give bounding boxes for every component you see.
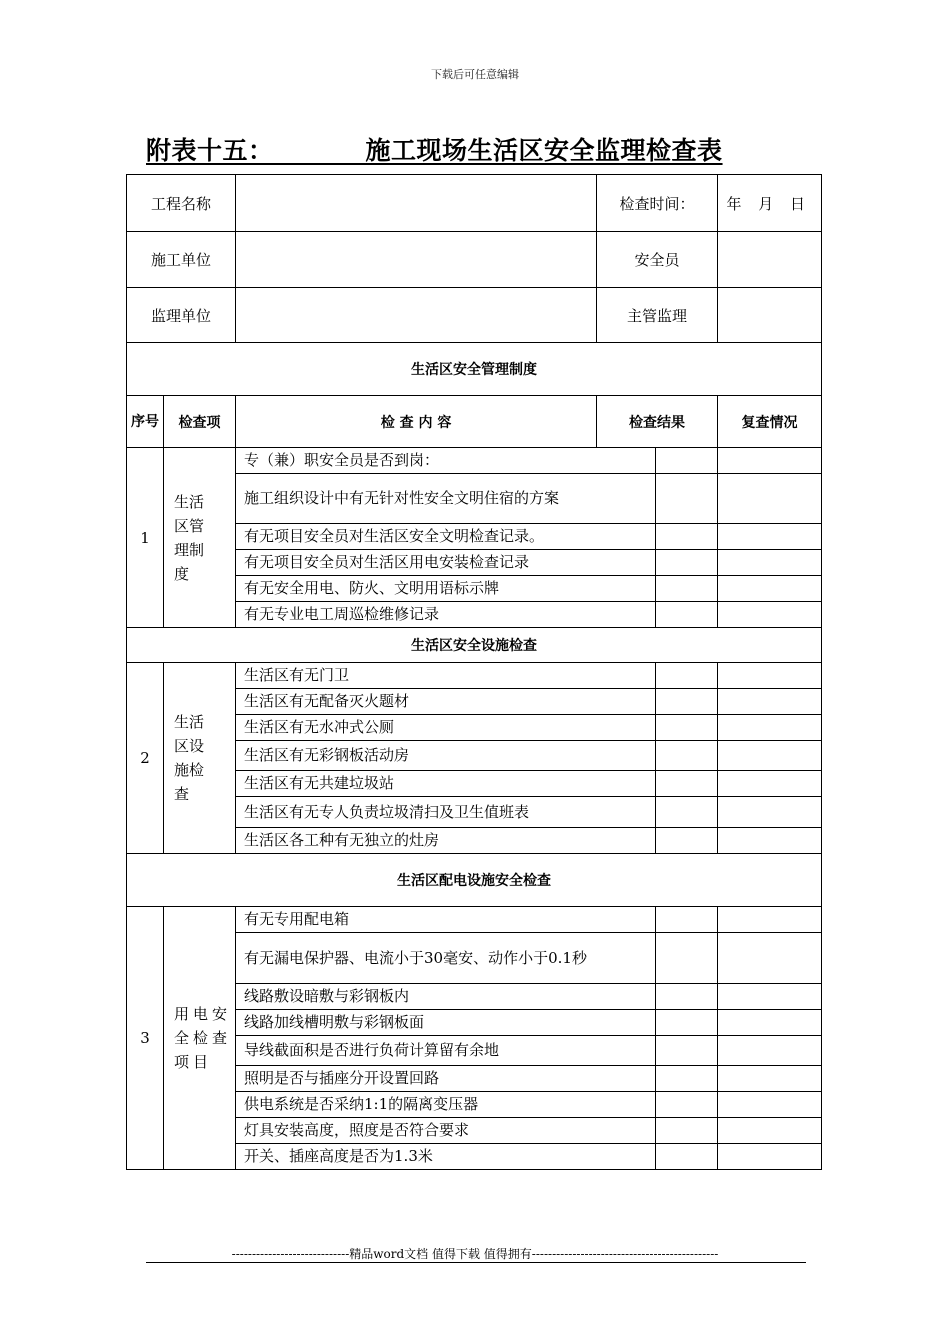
review-cell[interactable] [718, 771, 822, 797]
col-no-header: 序号 [127, 396, 164, 448]
check-content: 线路加线槽明敷与彩钢板面 [236, 1010, 656, 1036]
check-result-cell[interactable] [656, 689, 718, 715]
check-result-cell[interactable] [656, 602, 718, 628]
check-content: 有无漏电保护器、电流小于30毫安、动作小于0.1秒 [236, 933, 656, 984]
review-cell[interactable] [718, 663, 822, 689]
check-content: 开关、插座高度是否为1.3米 [236, 1144, 656, 1170]
col-item-header: 检查项 [164, 396, 236, 448]
review-cell[interactable] [718, 828, 822, 854]
review-cell[interactable] [718, 550, 822, 576]
section-header: 生活区安全设施检查 [127, 628, 822, 663]
check-content: 生活区有无配备灭火题材 [236, 689, 656, 715]
check-result-cell[interactable] [656, 1010, 718, 1036]
check-result-cell[interactable] [656, 1118, 718, 1144]
section-header-row [127, 343, 822, 396]
check-result-cell[interactable] [656, 524, 718, 550]
review-cell[interactable] [718, 1066, 822, 1092]
category-text: 用电安全检查项目 [174, 1005, 232, 1071]
check-content: 有无安全用电、防火、文明用语标示牌 [236, 576, 656, 602]
chief-supervisor-value[interactable] [718, 288, 822, 343]
check-content: 有无项目安全员对生活区安全文明检查记录。 [236, 524, 656, 550]
check-item-category [164, 663, 236, 854]
category-text: 生活区设施检查 [174, 713, 205, 803]
check-content: 生活区各工种有无独立的灶房 [236, 828, 656, 854]
check-time-label: 检查时间： [597, 175, 718, 232]
check-result-cell[interactable] [656, 474, 718, 524]
safety-officer-value[interactable] [718, 232, 822, 288]
info-row-project [127, 175, 822, 232]
check-result-cell[interactable] [656, 741, 718, 771]
inspection-table [126, 174, 822, 1170]
table-row [127, 663, 822, 689]
check-result-cell[interactable] [656, 828, 718, 854]
section-header-row [127, 628, 822, 663]
supervisor-unit-value[interactable] [236, 288, 597, 343]
project-name-label: 工程名称 [127, 175, 236, 232]
col-review-header: 复查情况 [718, 396, 822, 448]
row-number: 3 [127, 907, 164, 1170]
check-content: 生活区有无水冲式公厕 [236, 715, 656, 741]
table-row [127, 907, 822, 933]
section-header: 生活区配电设施安全检查 [127, 854, 822, 907]
supervisor-unit-label: 监理单位 [127, 288, 236, 343]
column-header-row [127, 396, 822, 448]
review-cell[interactable] [718, 602, 822, 628]
section-header-row [127, 854, 822, 907]
check-content: 有无项目安全员对生活区用电安装检查记录 [236, 550, 656, 576]
review-cell[interactable] [718, 1118, 822, 1144]
review-cell[interactable] [718, 1092, 822, 1118]
check-date-value[interactable]: 年 月 日 [718, 175, 822, 232]
check-result-cell[interactable] [656, 715, 718, 741]
check-result-cell[interactable] [656, 984, 718, 1010]
info-row-contractor [127, 232, 822, 288]
review-cell[interactable] [718, 448, 822, 474]
check-content: 线路敷设暗敷与彩钢板内 [236, 984, 656, 1010]
review-cell[interactable] [718, 524, 822, 550]
review-cell[interactable] [718, 1036, 822, 1066]
footer-text: -----------------------------精品word文档 值得下载 值得拥有---------------------------------------------- [231, 1247, 719, 1261]
watermark-text: 下载后可任意编辑 [431, 68, 519, 81]
review-cell[interactable] [718, 907, 822, 933]
col-result-header: 检查结果 [597, 396, 718, 448]
check-content: 施工组织设计中有无针对性安全文明住宿的方案 [236, 474, 656, 524]
check-result-cell[interactable] [656, 771, 718, 797]
section-header: 生活区安全管理制度 [127, 343, 822, 396]
check-content: 灯具安装高度，照度是否符合要求 [236, 1118, 656, 1144]
check-content: 生活区有无专人负责垃圾清扫及卫生值班表 [236, 797, 656, 828]
check-content: 导线截面积是否进行负荷计算留有余地 [236, 1036, 656, 1066]
contractor-value[interactable] [236, 232, 597, 288]
category-text: 生活区管理制度 [174, 492, 205, 583]
review-cell[interactable] [718, 474, 822, 524]
row-number: 2 [127, 663, 164, 854]
footer-rule [146, 1262, 806, 1263]
review-cell[interactable] [718, 984, 822, 1010]
check-result-cell[interactable] [656, 1036, 718, 1066]
check-content: 有无专业电工周巡检维修记录 [236, 602, 656, 628]
review-cell[interactable] [718, 933, 822, 984]
review-cell[interactable] [718, 689, 822, 715]
review-cell[interactable] [718, 797, 822, 828]
check-result-cell[interactable] [656, 576, 718, 602]
chief-supervisor-label: 主管监理 [597, 288, 718, 343]
check-result-cell[interactable] [656, 907, 718, 933]
check-content: 专（兼）职安全员是否到岗： [236, 448, 656, 474]
review-cell[interactable] [718, 715, 822, 741]
check-content: 生活区有无共建垃圾站 [236, 771, 656, 797]
check-result-cell[interactable] [656, 1092, 718, 1118]
check-result-cell[interactable] [656, 1066, 718, 1092]
check-result-cell[interactable] [656, 933, 718, 984]
check-result-cell[interactable] [656, 797, 718, 828]
info-row-supervisor [127, 288, 822, 343]
check-result-cell[interactable] [656, 663, 718, 689]
check-content: 照明是否与插座分开设置回路 [236, 1066, 656, 1092]
check-result-cell[interactable] [656, 550, 718, 576]
contractor-label: 施工单位 [127, 232, 236, 288]
review-cell[interactable] [718, 1144, 822, 1170]
check-item-category [164, 907, 236, 1170]
review-cell[interactable] [718, 741, 822, 771]
check-result-cell[interactable] [656, 1144, 718, 1170]
col-content-header: 检 查 内 容 [236, 396, 597, 448]
review-cell[interactable] [718, 1010, 822, 1036]
check-content: 有无专用配电箱 [236, 907, 656, 933]
page-title: 附表十五： 施工现场生活区安全监理检查表 [146, 136, 723, 165]
check-content: 生活区有无彩钢板活动房 [236, 741, 656, 771]
check-result-cell[interactable] [656, 448, 718, 474]
check-content: 生活区有无门卫 [236, 663, 656, 689]
safety-officer-label: 安全员 [597, 232, 718, 288]
review-cell[interactable] [718, 576, 822, 602]
table-row [127, 448, 822, 474]
check-content: 供电系统是否采纳1:1的隔离变压器 [236, 1092, 656, 1118]
project-name-value[interactable] [236, 175, 597, 232]
row-number: 1 [127, 448, 164, 628]
check-item-category [164, 448, 236, 628]
